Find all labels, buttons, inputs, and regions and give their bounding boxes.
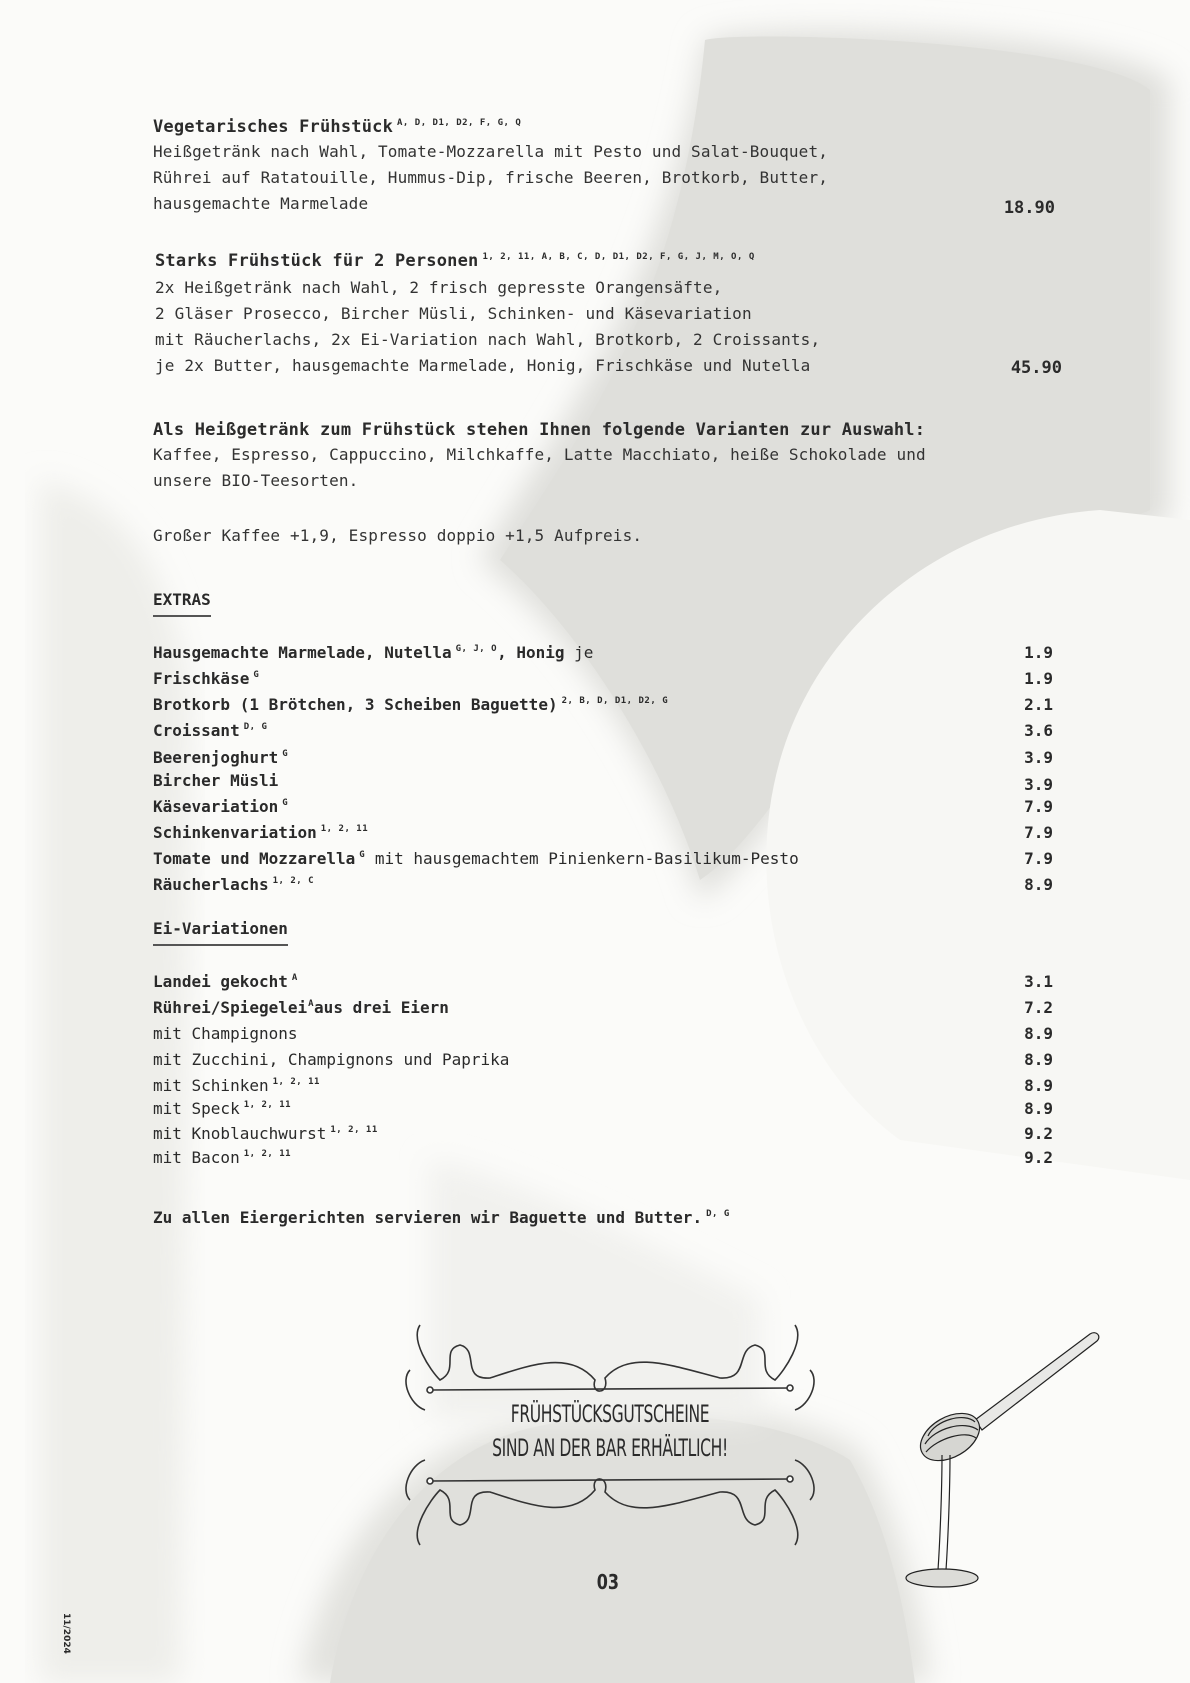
- extras-item: Beerenjoghurt $^G$ 3.9: [153, 748, 1053, 767]
- egg-item: mit Knoblauchwurst $^{1, 2, 11}$ 9.2: [153, 1124, 1053, 1143]
- item-price: 7.9: [1024, 823, 1053, 842]
- extras-item: Croissant $^{D, G}$ 3.6: [153, 721, 1053, 740]
- item-price: 9.2: [1024, 1148, 1053, 1167]
- extras-item: Hausgemachte Marmelade, Nutella $^{G, J, O}$, Honig je 1.9: [153, 643, 1053, 662]
- item-price: 7.2: [1024, 998, 1053, 1017]
- extras-item: Bircher Müsli 3.9: [153, 771, 1053, 794]
- hot-drinks-info: [153, 420, 926, 494]
- breakfast-price: 45.90: [1010, 358, 1062, 378]
- coffee-surcharge-note: Großer Kaffee +1,9, Espresso doppio +1,5 Aufpreis.: [153, 526, 643, 545]
- item-price: 7.9: [1024, 797, 1053, 816]
- item-price: 7.9: [1024, 849, 1053, 868]
- allergen-codes: 1, 2, 11, A, B, C, D, D1, D2, F, G, J, M, O, Q: [482, 252, 755, 262]
- hot-drinks-heading: Als Heißgetränk zum Frühstück stehen Ihnen folgende Varianten zur Auswahl:: [153, 420, 926, 440]
- egg-variations-heading: Ei-Variationen: [153, 919, 288, 946]
- item-price: 3.9: [1024, 748, 1053, 767]
- item-price: 9.2: [1024, 1124, 1053, 1143]
- egg-item: mit Schinken $^{1, 2, 11}$ 8.9: [153, 1076, 1053, 1095]
- item-price: 3.6: [1024, 721, 1053, 740]
- item-price: 3.9: [1024, 775, 1053, 794]
- item-price: 1.9: [1024, 669, 1053, 688]
- egg-item: mit Champignons 8.9: [153, 1024, 1053, 1043]
- item-price: 8.9: [1024, 1099, 1053, 1118]
- date-stamp: 11/2024: [61, 1613, 71, 1654]
- egg-item: mit Speck $^{1, 2, 11}$ 8.9: [153, 1099, 1053, 1118]
- item-price: 2.1: [1024, 695, 1053, 714]
- page-number: 03: [596, 1570, 620, 1594]
- breakfast-price: 18.90: [1003, 198, 1055, 218]
- breakfast-item-starks: [155, 251, 820, 379]
- extras-item: Schinkenvariation $^{1, 2, 11}$ 7.9: [153, 823, 1053, 842]
- breakfast-title: Vegetarisches Frühstück $^{A, D, D1, D2, F, G, Q}$: [153, 117, 522, 137]
- egg-item: mit Bacon $^{1, 2, 11}$ 9.2: [153, 1148, 1053, 1167]
- breakfast-title: Starks Frühstück für 2 Personen $^{1, 2, 11, A, B, C, D, D1, D2, F, G, J, M, O, Q}$: [155, 251, 755, 271]
- extras-item: Brotkorb (1 Brötchen, 3 Scheiben Baguette) $^{2, B, D, D1, D2, G}$ 2.1: [153, 695, 1053, 714]
- item-price: 1.9: [1024, 643, 1053, 662]
- breakfast-description: Heißgetränk nach Wahl, Tomate-Mozzarella mit Pesto und Salat-Bouquet, Rührei auf Ratatouille, Hummus-Dip, frische Beeren, Brotkorb, Butter, hausgemachte Marmelade: [153, 142, 829, 213]
- extras-item: Räucherlachs $^{1, 2, C}$ 8.9: [153, 875, 1053, 894]
- extras-item: Käsevariation $^G$ 7.9: [153, 797, 1053, 816]
- hot-drinks-list: Kaffee, Espresso, Cappuccino, Milchkaffe, Latte Macchiato, heiße Schokolade und unsere BIO-Teesorten.: [153, 445, 926, 490]
- item-price: 3.1: [1024, 972, 1053, 991]
- item-price: 8.9: [1024, 1050, 1053, 1069]
- voucher-notice: [400, 1400, 820, 1462]
- item-price: 8.9: [1024, 875, 1053, 894]
- allergen-codes: A, D, D1, D2, F, G, Q: [397, 118, 522, 128]
- item-price: 8.9: [1024, 1076, 1053, 1095]
- egg-item: Landei gekocht $^A$ 3.1: [153, 972, 1053, 991]
- voucher-line-2: SIND AN DER BAR ERHÄLTLICH!: [492, 1434, 728, 1462]
- extras-item: Tomate und Mozzarella $^G$ mit hausgemachtem Pinienkern-Basilikum-Pesto 7.9: [153, 849, 1053, 868]
- honey-dipper-icon: [880, 1320, 1120, 1600]
- voucher-line-1: FRÜHSTÜCKSGUTSCHEINE: [510, 1400, 710, 1428]
- item-price: 8.9: [1024, 1024, 1053, 1043]
- extras-heading: EXTRAS: [153, 590, 211, 617]
- egg-footer-note: Zu allen Eiergerichten servieren wir Baguette und Butter. $^{D, G}$: [153, 1208, 730, 1227]
- egg-item: mit Zucchini, Champignons und Paprika 8.9: [153, 1050, 1053, 1069]
- extras-item: Frischkäse $^G$ 1.9: [153, 669, 1053, 688]
- breakfast-item-vegetarian: [153, 117, 828, 217]
- egg-item: Rührei/Spiegelei$^A$aus drei Eiern 7.2: [153, 998, 1053, 1017]
- breakfast-description: 2x Heißgetränk nach Wahl, 2 frisch gepresste Orangensäfte, 2 Gläser Prosecco, Bircher Müsli, Schinken- und Käsevariation mit Räucherlachs, 2x Ei-Variation nach Wahl, Brotkorb, 2 Croissants, je 2x Butter, hausgemachte Marmelade, Honig, Frischkäse und Nutella: [155, 278, 821, 375]
